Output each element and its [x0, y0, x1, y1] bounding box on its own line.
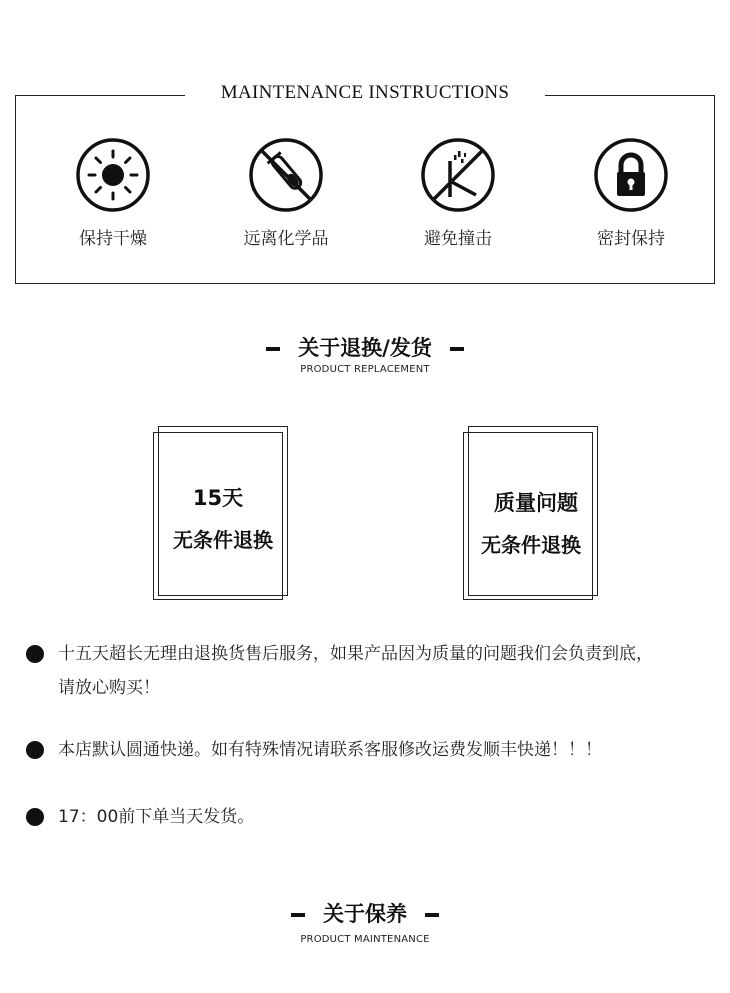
dash-left [266, 347, 280, 351]
care-label-chemicals: 远离化学品 [243, 229, 329, 249]
card-quality-line2: 无条件退换 [481, 533, 581, 557]
care-label-impact: 避免撞击 [424, 229, 492, 249]
care-label-sealed: 密封保持 [597, 229, 665, 249]
policy-return-line1: 十五天超长无理由退换货售后服务，如果产品因为质量的问题我们会负责到底， [58, 644, 653, 664]
no-chemicals-icon [248, 137, 324, 213]
bullet-dot [26, 741, 44, 759]
policy-return-line2: 请放心购买！ [58, 678, 160, 698]
replacement-subtitle: PRODUCT REPLACEMENT [300, 364, 430, 375]
bullet-dot [26, 645, 44, 663]
care-heading [0, 898, 730, 928]
maintenance-title: MAINTENANCE INSTRUCTIONS [185, 80, 545, 106]
sun-icon [75, 137, 151, 213]
card-15-days [153, 432, 283, 600]
care-subtitle: PRODUCT MAINTENANCE [300, 934, 430, 945]
dash-right [425, 913, 439, 917]
replacement-title: 关于退换/发货 [298, 336, 432, 360]
card-15-days-line2: 无条件退换 [173, 528, 273, 552]
policy-shipping: 本店默认圆通快递。如有特殊情况请联系客服修改运费发顺丰快递！！！ [58, 740, 602, 760]
card-quality-line1: 质量问题 [494, 491, 578, 515]
care-label-dry: 保持干燥 [79, 229, 147, 249]
card-15-days-line1: 15天 [192, 486, 244, 510]
bullet-dot [26, 808, 44, 826]
policy-cutoff: 17：00前下单当天发货。 [58, 807, 255, 827]
replacement-heading [0, 332, 730, 362]
no-impact-icon [420, 137, 496, 213]
dash-left [291, 913, 305, 917]
dash-right [450, 347, 464, 351]
care-title: 关于保养 [323, 902, 407, 926]
lock-icon [593, 137, 669, 213]
